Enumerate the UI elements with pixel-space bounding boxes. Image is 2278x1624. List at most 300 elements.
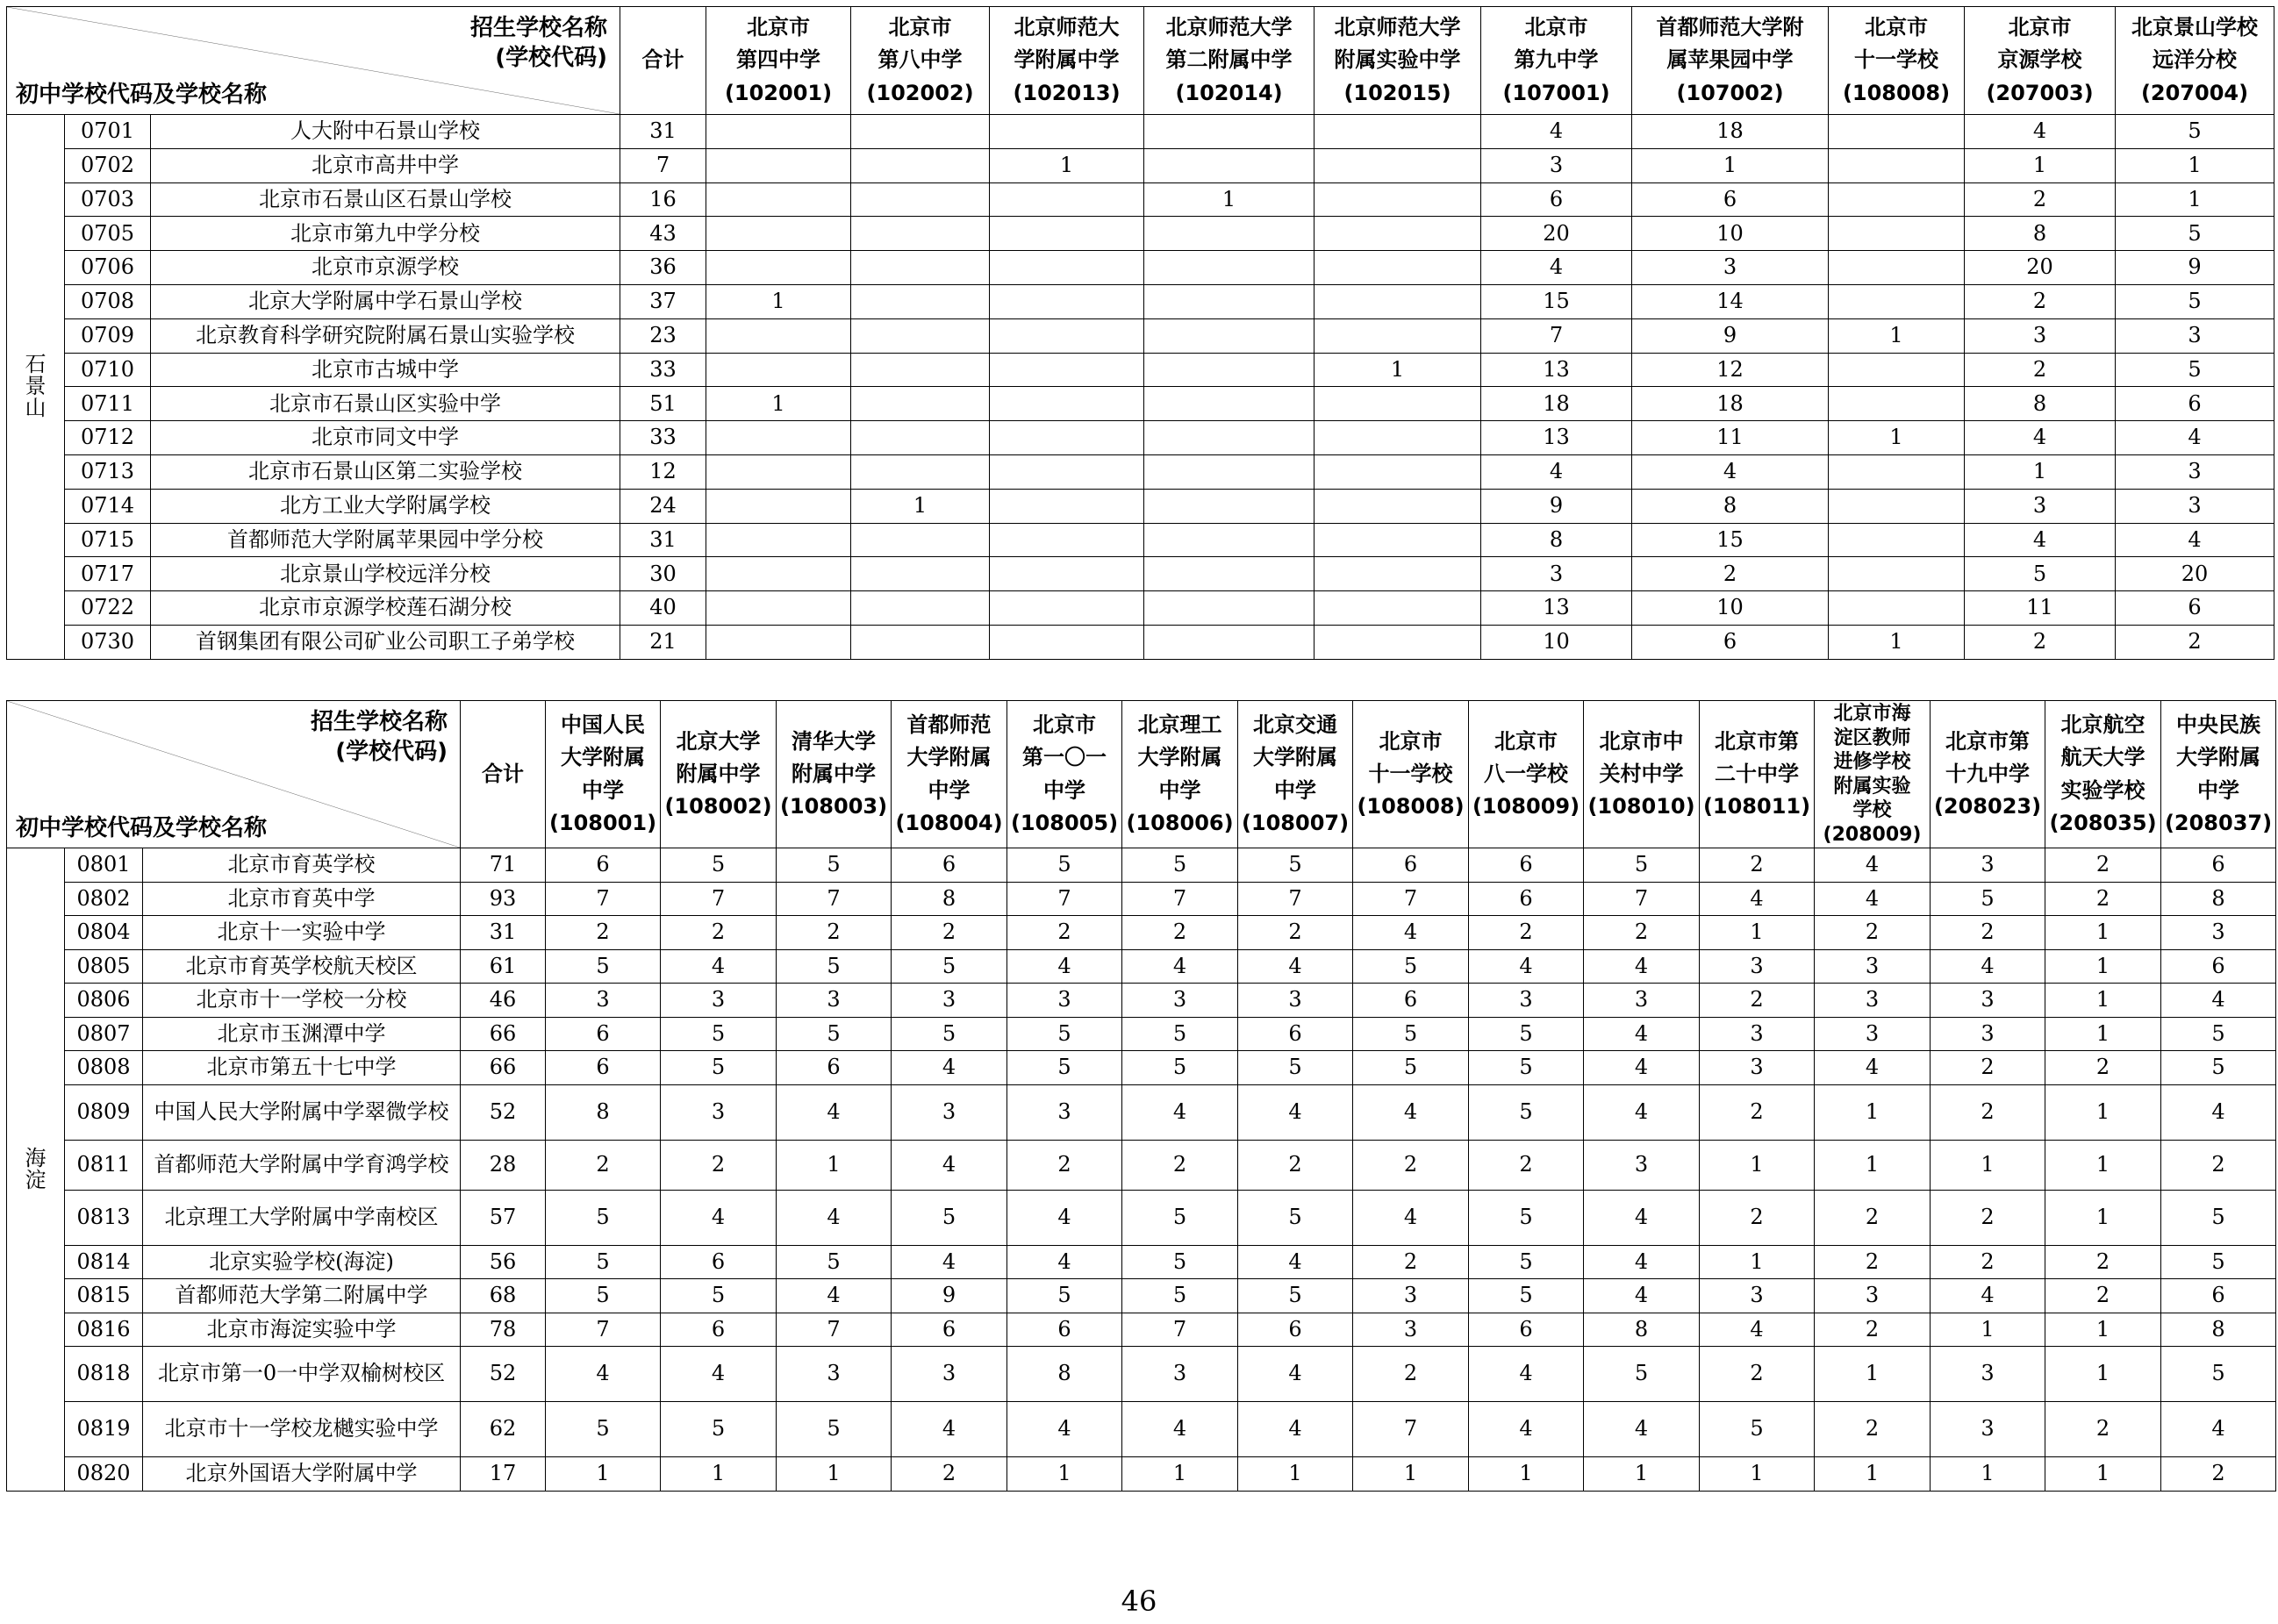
quota-cell: 5 xyxy=(1122,1051,1238,1085)
junior-school-code: 0813 xyxy=(65,1190,143,1245)
header-line: 北京理工 xyxy=(1137,712,1222,738)
header-line: 北京市 xyxy=(1379,728,1443,754)
row-total: 33 xyxy=(620,353,706,387)
corner-top-line1: 招生学校名称 xyxy=(470,15,608,41)
quota-cell: 4 xyxy=(546,1347,661,1402)
quota-cell xyxy=(990,557,1144,591)
table-row xyxy=(7,489,2274,523)
school-name-line: 属苹果园中学 xyxy=(1666,47,1794,73)
quota-cell: 5 xyxy=(892,1190,1007,1245)
quota-cell: 5 xyxy=(2161,1245,2276,1279)
school-column-header xyxy=(1122,701,1238,848)
quota-cell: 2 xyxy=(2045,1051,2161,1085)
quota-cell: 1 xyxy=(2045,1190,2161,1245)
quota-cell: 5 xyxy=(1469,1279,1584,1313)
header-line: 北京市中 xyxy=(1599,728,1684,754)
quota-cell: 3 xyxy=(2116,318,2274,353)
quota-cell: 10 xyxy=(1632,591,1829,626)
junior-school-code: 0808 xyxy=(65,1051,143,1085)
district-label: 石 景 山 xyxy=(7,115,65,660)
junior-school-code: 0818 xyxy=(65,1347,143,1402)
quota-cell: 13 xyxy=(1481,353,1632,387)
quota-cell: 1 xyxy=(2116,182,2274,217)
quota-cell xyxy=(1829,148,1965,182)
quota-cell: 4 xyxy=(1481,454,1632,489)
quota-cell: 4 xyxy=(1584,1017,1700,1051)
junior-school-code: 0706 xyxy=(65,251,151,285)
school-name-line: 北京师范大学 xyxy=(1334,15,1461,40)
quota-cell: 2 xyxy=(1007,916,1122,950)
school-code: (207004) xyxy=(2140,80,2249,105)
junior-school-code: 0711 xyxy=(65,387,151,421)
table-row xyxy=(7,557,2274,591)
quota-cell: 8 xyxy=(1632,489,1829,523)
school-column-header xyxy=(1584,701,1700,848)
quota-cell: 4 xyxy=(2161,1084,2276,1140)
school-column-header xyxy=(1815,701,1931,848)
quota-cell: 2 xyxy=(1965,625,2116,659)
school-column-header xyxy=(851,7,990,115)
junior-school-code: 0807 xyxy=(65,1017,143,1051)
quota-cell: 7 xyxy=(546,1313,661,1347)
quota-cell: 4 xyxy=(1632,454,1829,489)
header-line: (208023) xyxy=(1933,794,2042,819)
quota-cell xyxy=(851,591,990,626)
header-line: 北京市海 xyxy=(1833,703,1911,725)
quota-cell xyxy=(1144,115,1315,149)
quota-cell: 4 xyxy=(1584,1190,1700,1245)
quota-cell: 2 xyxy=(1965,182,2116,217)
row-total: 68 xyxy=(461,1279,546,1313)
quota-cell xyxy=(1144,523,1315,557)
quota-cell: 2 xyxy=(1469,1140,1584,1190)
quota-cell: 4 xyxy=(1353,1084,1469,1140)
quota-cell: 7 xyxy=(1122,882,1238,916)
row-total: 36 xyxy=(620,251,706,285)
quota-cell: 5 xyxy=(2116,217,2274,251)
district-label: 海 淀 xyxy=(7,848,65,1492)
row-total: 21 xyxy=(620,625,706,659)
school-code: (102001) xyxy=(724,80,833,105)
quota-cell: 7 xyxy=(546,882,661,916)
school-column-header xyxy=(892,701,1007,848)
junior-school-code: 0809 xyxy=(65,1084,143,1140)
quota-cell: 5 xyxy=(1238,1279,1353,1313)
quota-cell: 2 xyxy=(1238,1140,1353,1190)
header-line: (108004) xyxy=(895,810,1003,835)
quota-cell xyxy=(990,182,1144,217)
quota-cell: 1 xyxy=(2045,916,2161,950)
quota-cell xyxy=(990,115,1144,149)
quota-cell: 3 xyxy=(777,1347,892,1402)
quota-cell: 5 xyxy=(1353,949,1469,984)
junior-school-name: 首都师范大学附属苹果园中学分校 xyxy=(151,523,620,557)
header-line: 中学 xyxy=(582,777,625,803)
quota-cell: 2 xyxy=(892,916,1007,950)
quota-cell: 1 xyxy=(990,148,1144,182)
quota-cell: 5 xyxy=(2161,1190,2276,1245)
junior-school-name: 北京市十一学校龙樾实验中学 xyxy=(143,1402,461,1457)
corner-top-label xyxy=(311,708,448,768)
school-name-line: 北京市 xyxy=(1524,15,1588,40)
junior-school-code: 0820 xyxy=(65,1457,143,1492)
quota-cell: 2 xyxy=(2045,848,2161,883)
header-line: 大学附属 xyxy=(2176,745,2261,770)
quota-cell: 5 xyxy=(1584,1347,1700,1402)
quota-cell: 7 xyxy=(777,882,892,916)
quota-cell xyxy=(1829,489,1965,523)
junior-school-code: 0801 xyxy=(65,848,143,883)
header-line: (108008) xyxy=(1357,794,1465,819)
school-column-header xyxy=(1632,7,1829,115)
quota-cell: 1 xyxy=(706,284,851,318)
header-line: (208009) xyxy=(1823,823,1922,846)
quota-cell: 3 xyxy=(892,1347,1007,1402)
page-number: 46 xyxy=(1121,1585,1157,1618)
quota-cell: 2 xyxy=(1632,557,1829,591)
quota-cell xyxy=(990,353,1144,387)
quota-cell: 2 xyxy=(777,916,892,950)
quota-cell: 4 xyxy=(1122,1402,1238,1457)
header-line: 北京交通 xyxy=(1253,712,1338,738)
school-name-line: 北京师范大学 xyxy=(1165,15,1293,40)
quota-cell xyxy=(1144,591,1315,626)
header-line: 进修学校 xyxy=(1833,751,1911,773)
quota-cell: 7 xyxy=(1481,318,1632,353)
quota-cell xyxy=(706,148,851,182)
quota-cell: 4 xyxy=(892,1245,1007,1279)
quota-cell xyxy=(1144,318,1315,353)
quota-cell: 2 xyxy=(1931,1245,2045,1279)
quota-cell: 14 xyxy=(1632,284,1829,318)
quota-cell: 4 xyxy=(1238,1245,1353,1279)
quota-cell: 6 xyxy=(777,1051,892,1085)
quota-cell xyxy=(706,421,851,455)
junior-school-name: 人大附中石景山学校 xyxy=(151,115,620,149)
row-total: 66 xyxy=(461,1017,546,1051)
diagonal-header-cell xyxy=(7,7,620,115)
row-total: 31 xyxy=(461,916,546,950)
school-name-line: 北京市 xyxy=(2008,15,2072,40)
quota-cell: 3 xyxy=(661,984,777,1018)
quota-cell: 10 xyxy=(1481,625,1632,659)
quota-cell: 6 xyxy=(2161,949,2276,984)
quota-cell: 1 xyxy=(777,1140,892,1190)
school-code: (102015) xyxy=(1343,80,1451,105)
row-total: 66 xyxy=(461,1051,546,1085)
junior-school-name: 北京市京源学校 xyxy=(151,251,620,285)
junior-school-name: 中国人民大学附属中学翠微学校 xyxy=(143,1084,461,1140)
school-code: (108008) xyxy=(1842,80,1951,105)
quota-cell: 3 xyxy=(1632,251,1829,285)
quota-cell xyxy=(706,625,851,659)
quota-cell: 8 xyxy=(546,1084,661,1140)
table-row xyxy=(7,217,2274,251)
quota-cell: 1 xyxy=(2045,1017,2161,1051)
quota-cell: 3 xyxy=(1122,984,1238,1018)
quota-cell: 2 xyxy=(1353,1347,1469,1402)
table-row xyxy=(7,1402,2276,1457)
school-name-line: 远洋分校 xyxy=(2153,47,2238,73)
quota-cell: 5 xyxy=(546,1279,661,1313)
quota-cell: 1 xyxy=(2116,148,2274,182)
quota-cell: 5 xyxy=(1469,1051,1584,1085)
quota-cell: 4 xyxy=(1815,882,1931,916)
quota-cell xyxy=(851,217,990,251)
quota-cell: 10 xyxy=(1632,217,1829,251)
quota-cell: 2 xyxy=(1700,848,1815,883)
header-line: 北京大学 xyxy=(676,728,761,754)
quota-cell: 4 xyxy=(1481,251,1632,285)
junior-school-name: 北京市育英学校航天校区 xyxy=(143,949,461,984)
junior-school-code: 0710 xyxy=(65,353,151,387)
junior-school-name: 北京外国语大学附属中学 xyxy=(143,1457,461,1492)
quota-cell: 5 xyxy=(1007,1017,1122,1051)
junior-school-code: 0717 xyxy=(65,557,151,591)
table-row xyxy=(7,1313,2276,1347)
quota-cell xyxy=(990,454,1144,489)
quota-cell: 7 xyxy=(1584,882,1700,916)
quota-cell: 18 xyxy=(1481,387,1632,421)
quota-cell: 5 xyxy=(661,1017,777,1051)
junior-school-name: 北京市玉渊潭中学 xyxy=(143,1017,461,1051)
quota-cell: 4 xyxy=(1238,1402,1353,1457)
quota-cell xyxy=(851,353,990,387)
quota-cell: 5 xyxy=(661,848,777,883)
quota-cell: 1 xyxy=(1632,148,1829,182)
quota-cell: 1 xyxy=(1238,1457,1353,1492)
quota-cell: 6 xyxy=(1353,848,1469,883)
quota-cell: 3 xyxy=(2116,454,2274,489)
quota-cell: 3 xyxy=(1815,1279,1931,1313)
quota-cell: 2 xyxy=(1122,916,1238,950)
quota-cell: 8 xyxy=(2161,1313,2276,1347)
table-row xyxy=(7,284,2274,318)
junior-school-name: 北京十一实验中学 xyxy=(143,916,461,950)
quota-cell: 3 xyxy=(1965,489,2116,523)
quota-cell: 5 xyxy=(1238,1190,1353,1245)
quota-cell: 11 xyxy=(1632,421,1829,455)
quota-cell: 1 xyxy=(1965,148,2116,182)
quota-cell: 2 xyxy=(2045,1245,2161,1279)
quota-cell xyxy=(706,454,851,489)
school-column-header xyxy=(1315,7,1481,115)
quota-cell xyxy=(851,318,990,353)
quota-cell: 7 xyxy=(1122,1313,1238,1347)
junior-school-code: 0701 xyxy=(65,115,151,149)
quota-cell: 1 xyxy=(1007,1457,1122,1492)
diagonal-header-cell xyxy=(7,701,461,848)
quota-cell xyxy=(1829,251,1965,285)
junior-school-name: 北京市石景山区实验中学 xyxy=(151,387,620,421)
quota-cell xyxy=(1144,353,1315,387)
school-name-line: 附属实验中学 xyxy=(1334,47,1461,73)
quota-cell: 4 xyxy=(661,949,777,984)
quota-cell xyxy=(706,353,851,387)
quota-cell: 18 xyxy=(1632,115,1829,149)
quota-cell: 5 xyxy=(2116,115,2274,149)
quota-cell: 4 xyxy=(892,1051,1007,1085)
quota-cell: 4 xyxy=(777,1084,892,1140)
quota-cell xyxy=(1829,115,1965,149)
school-name-line: 北京市 xyxy=(1865,15,1929,40)
school-column-header xyxy=(1965,7,2116,115)
header-line: 航天大学 xyxy=(2060,745,2145,770)
table-row xyxy=(7,1279,2276,1313)
quota-cell xyxy=(851,251,990,285)
quota-cell: 3 xyxy=(777,984,892,1018)
quota-cell xyxy=(851,115,990,149)
header-line: (108003) xyxy=(779,794,888,819)
quota-cell: 1 xyxy=(1584,1457,1700,1492)
quota-cell: 8 xyxy=(1965,217,2116,251)
quota-cell: 4 xyxy=(1469,949,1584,984)
table-row xyxy=(7,148,2274,182)
quota-cell xyxy=(990,523,1144,557)
quota-cell: 6 xyxy=(2116,387,2274,421)
row-total: 51 xyxy=(620,387,706,421)
row-total: 78 xyxy=(461,1313,546,1347)
school-name-line: 首都师范大学附 xyxy=(1656,15,1804,40)
quota-cell xyxy=(1144,217,1315,251)
quota-cell: 4 xyxy=(1700,1313,1815,1347)
quota-cell xyxy=(1144,557,1315,591)
junior-school-name: 北京市育英中学 xyxy=(143,882,461,916)
junior-school-code: 0714 xyxy=(65,489,151,523)
quota-cell: 20 xyxy=(1965,251,2116,285)
quota-cell: 5 xyxy=(661,1051,777,1085)
header-line: 大学附属 xyxy=(906,745,992,770)
quota-cell xyxy=(1829,387,1965,421)
quota-cell xyxy=(851,421,990,455)
quota-cell: 2 xyxy=(1815,1402,1931,1457)
quota-cell: 2 xyxy=(1469,916,1584,950)
quota-cell xyxy=(1315,387,1481,421)
header-line: 附属实验 xyxy=(1833,775,1911,798)
header-line: 中国人民 xyxy=(561,712,646,738)
header-line: 中央民族 xyxy=(2176,712,2261,738)
school-code: (102013) xyxy=(1013,80,1121,105)
quota-cell: 3 xyxy=(1700,1051,1815,1085)
quota-cell: 4 xyxy=(1007,949,1122,984)
junior-school-code: 0814 xyxy=(65,1245,143,1279)
quota-cell: 1 xyxy=(1931,1140,2045,1190)
bottom-allocation-table xyxy=(6,700,2276,1492)
quota-cell: 4 xyxy=(1584,1245,1700,1279)
quota-cell xyxy=(706,523,851,557)
table-row xyxy=(7,1245,2276,1279)
quota-cell: 4 xyxy=(2161,1402,2276,1457)
quota-cell xyxy=(851,625,990,659)
school-code: (107001) xyxy=(1502,80,1610,105)
quota-cell: 4 xyxy=(1238,1347,1353,1402)
junior-school-name: 北京市十一学校一分校 xyxy=(143,984,461,1018)
quota-cell: 5 xyxy=(1931,882,2045,916)
quota-cell: 6 xyxy=(1238,1017,1353,1051)
quota-cell: 3 xyxy=(1815,949,1931,984)
quota-cell: 1 xyxy=(1315,353,1481,387)
table-row xyxy=(7,1051,2276,1085)
table-row xyxy=(7,1457,2276,1492)
quota-cell: 3 xyxy=(1931,1017,2045,1051)
quota-cell: 3 xyxy=(1931,848,2045,883)
quota-cell: 3 xyxy=(1931,1347,2045,1402)
junior-school-name: 北京市古城中学 xyxy=(151,353,620,387)
header-line: 中学 xyxy=(1274,777,1317,803)
junior-school-code: 0811 xyxy=(65,1140,143,1190)
quota-cell: 5 xyxy=(1122,1245,1238,1279)
quota-cell: 2 xyxy=(546,916,661,950)
junior-school-name: 北京市第五十七中学 xyxy=(143,1051,461,1085)
quota-cell: 4 xyxy=(1469,1402,1584,1457)
quota-cell xyxy=(990,591,1144,626)
quota-cell xyxy=(1829,284,1965,318)
quota-cell: 9 xyxy=(1481,489,1632,523)
quota-cell: 6 xyxy=(1481,182,1632,217)
row-total: 93 xyxy=(461,882,546,916)
quota-cell: 1 xyxy=(1931,1313,2045,1347)
quota-cell: 4 xyxy=(1965,115,2116,149)
school-column-header xyxy=(2116,7,2274,115)
row-total: 57 xyxy=(461,1190,546,1245)
corner-bottom-label: 初中学校代码及学校名称 xyxy=(16,814,268,841)
school-column-header xyxy=(1481,7,1632,115)
junior-school-name: 北京市育英学校 xyxy=(143,848,461,883)
header-line: (108001) xyxy=(548,810,657,835)
header-line: 学校 xyxy=(1852,799,1892,821)
header-line: 关村中学 xyxy=(1599,761,1684,786)
school-name-line: 第四中学 xyxy=(736,47,821,73)
corner-top-line2: (学校代码) xyxy=(495,44,608,71)
header-line: 中学 xyxy=(928,777,971,803)
junior-school-name: 首钢集团有限公司矿业公司职工子弟学校 xyxy=(151,625,620,659)
quota-cell: 5 xyxy=(777,1017,892,1051)
header-line: (108007) xyxy=(1241,810,1350,835)
quota-cell: 6 xyxy=(661,1313,777,1347)
quota-cell: 6 xyxy=(546,848,661,883)
quota-cell: 6 xyxy=(1469,848,1584,883)
junior-school-name: 首都师范大学第二附属中学 xyxy=(143,1279,461,1313)
quota-cell: 5 xyxy=(1353,1017,1469,1051)
quota-cell: 4 xyxy=(661,1190,777,1245)
quota-cell xyxy=(1315,318,1481,353)
quota-cell: 2 xyxy=(1965,353,2116,387)
table-row xyxy=(7,387,2274,421)
junior-school-name: 北京市同文中学 xyxy=(151,421,620,455)
quota-cell: 5 xyxy=(1700,1402,1815,1457)
quota-cell xyxy=(990,421,1144,455)
quota-cell: 5 xyxy=(2161,1347,2276,1402)
quota-cell xyxy=(1315,148,1481,182)
school-column-header xyxy=(1469,701,1584,848)
quota-cell: 4 xyxy=(1353,916,1469,950)
table-row xyxy=(7,454,2274,489)
quota-cell: 1 xyxy=(1815,1457,1931,1492)
quota-cell: 3 xyxy=(1481,148,1632,182)
quota-cell: 2 xyxy=(1238,916,1353,950)
quota-cell xyxy=(706,318,851,353)
quota-cell: 4 xyxy=(1931,949,2045,984)
school-name-line: 学附属中学 xyxy=(1014,47,1120,73)
school-code: (107002) xyxy=(1676,80,1784,105)
quota-cell: 2 xyxy=(892,1457,1007,1492)
quota-cell: 4 xyxy=(892,1140,1007,1190)
quota-cell: 5 xyxy=(661,1279,777,1313)
junior-school-name: 北京教育科学研究院附属石景山实验学校 xyxy=(151,318,620,353)
table-row xyxy=(7,1017,2276,1051)
junior-school-name: 北京市京源学校莲石湖分校 xyxy=(151,591,620,626)
header-line: 北京航空 xyxy=(2060,712,2145,738)
